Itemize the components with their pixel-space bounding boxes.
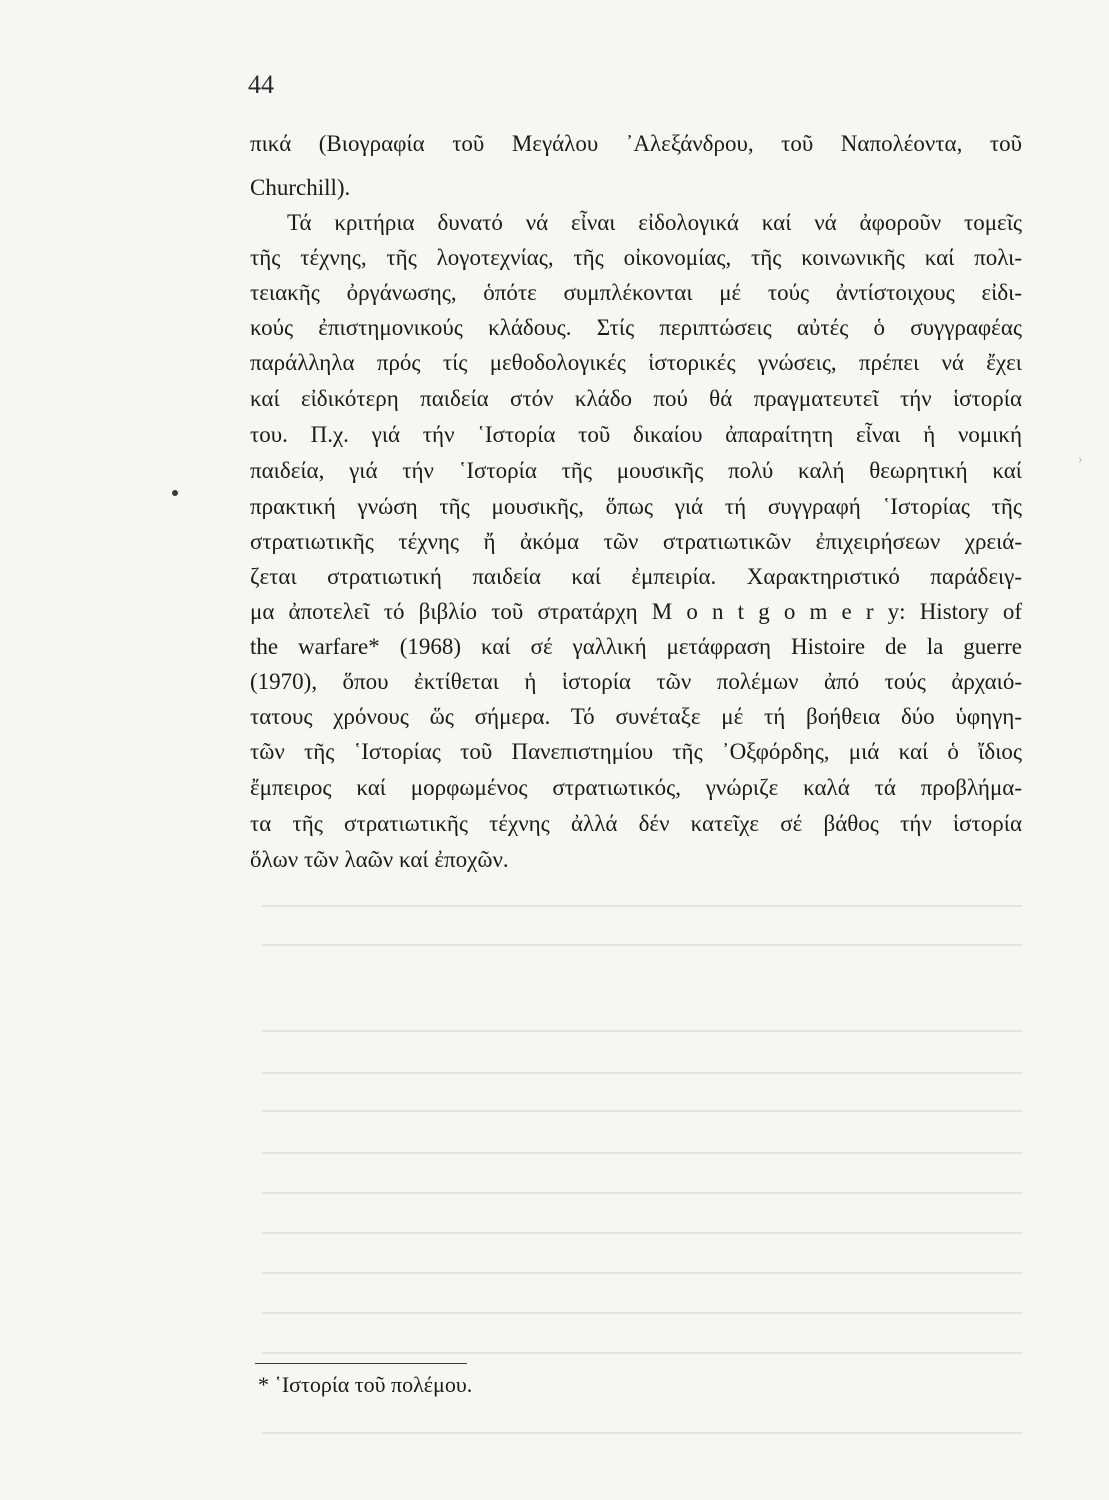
text-line: τα τῆς στρατιωτικῆς τέχνης ἀλλά δέν κατεῖχε σέ βάθος τήν ἱστορία (250, 811, 1022, 836)
text-line: καί εἰδικότερη παιδεία στόν κλάδο πού θά πραγματευτεῖ τήν ἱστορία (250, 386, 1022, 411)
show-through-line (262, 1312, 1022, 1314)
text-line: τῆς τέχνης, τῆς λογοτεχνίας, τῆς οἰκονομίας, τῆς κοινωνικῆς καί πολι- (250, 245, 1022, 270)
text-line: κούς ἐπιστημονικούς κλάδους. Στίς περιπτώσεις αὐτές ὁ συγγραφέας (250, 315, 1022, 340)
text-line: μα ἀποτελεῖ τό βιβλίο τοῦ στρατάρχη M o n t g o m e r y: History of (250, 599, 1022, 624)
text-line: πρακτική γνώση τῆς μουσικῆς, ὅπως γιά τή συγγραφή ῾Ιστορίας τῆς (250, 494, 1022, 519)
text-line: the warfare* (1968) καί σέ γαλλική μετάφραση Histoire de la guerre (250, 634, 1022, 659)
footnote: * ῾Ιστορία τοῦ πολέμου. (258, 1372, 473, 1397)
show-through-line (262, 905, 1022, 907)
text-line: ζεται στρατιωτική παιδεία καί ἐμπειρία. Χαρακτηριστικό παράδειγ- (250, 564, 1022, 589)
margin-dot-mark (172, 490, 178, 496)
page-number: 44 (248, 70, 274, 99)
margin-arrow-mark: › (1078, 452, 1083, 467)
show-through-line (262, 1232, 1022, 1234)
text-line: τατους χρόνους ὥς σήμερα. Τό συνέταξε μέ τή βοήθεια δύο ὑφηγη- (250, 704, 1022, 729)
show-through-line (262, 1352, 1022, 1354)
text-line: τῶν τῆς ῾Ιστορίας τοῦ Πανεπιστημίου τῆς ᾿Οξφόρδης, μιά καί ὁ ἴδιος (250, 739, 1022, 764)
show-through-line (262, 1030, 1022, 1032)
show-through-line (262, 944, 1022, 946)
text-line: παράλληλα πρός τίς μεθοδολογικές ἱστορικές γνώσεις, πρέπει νά ἔχει (250, 350, 1022, 375)
text-line: του. Π.χ. γιά τήν ῾Ιστορία τοῦ δικαίου ἀπαραίτητη εἶναι ἡ νομική (250, 422, 1022, 447)
show-through-line (262, 1272, 1022, 1274)
show-through-line (262, 1072, 1022, 1074)
show-through-line (262, 1152, 1022, 1154)
text-line: Τά κριτήρια δυνατό νά εἶναι εἰδολογικά καί νά ἀφοροῦν τομεῖς (287, 210, 1022, 235)
text-line: πικά (Βιογραφία τοῦ Μεγάλου ᾿Αλεξάνδρου, τοῦ Ναπολέοντα, τοῦ (250, 131, 1022, 156)
show-through-line (262, 1110, 1022, 1112)
footnote-rule (255, 1363, 467, 1364)
text-line: τειακῆς ὀργάνωσης, ὁπότε συμπλέκονται μέ τούς ἀντίστοιχους εἰδι- (250, 280, 1022, 305)
show-through-line (262, 1192, 1022, 1194)
text-line: Churchill). (250, 175, 351, 200)
show-through-line (262, 1432, 1022, 1434)
text-line: στρατιωτικῆς τέχνης ἤ ἀκόμα τῶν στρατιωτικῶν ἐπιχειρήσεων χρειά- (250, 529, 1022, 554)
text-line: παιδεία, γιά τήν ῾Ιστορία τῆς μουσικῆς πολύ καλή θεωρητική καί (250, 458, 1022, 483)
text-line: ὅλων τῶν λαῶν καί ἐποχῶν. (250, 847, 509, 872)
text-line: (1970), ὅπου ἐκτίθεται ἡ ἱστορία τῶν πολέμων ἀπό τούς ἀρχαιό- (250, 669, 1022, 694)
text-line: ἔμπειρος καί μορφωμένος στρατιωτικός, γνώριζε καλά τά προβλήμα- (250, 775, 1022, 800)
